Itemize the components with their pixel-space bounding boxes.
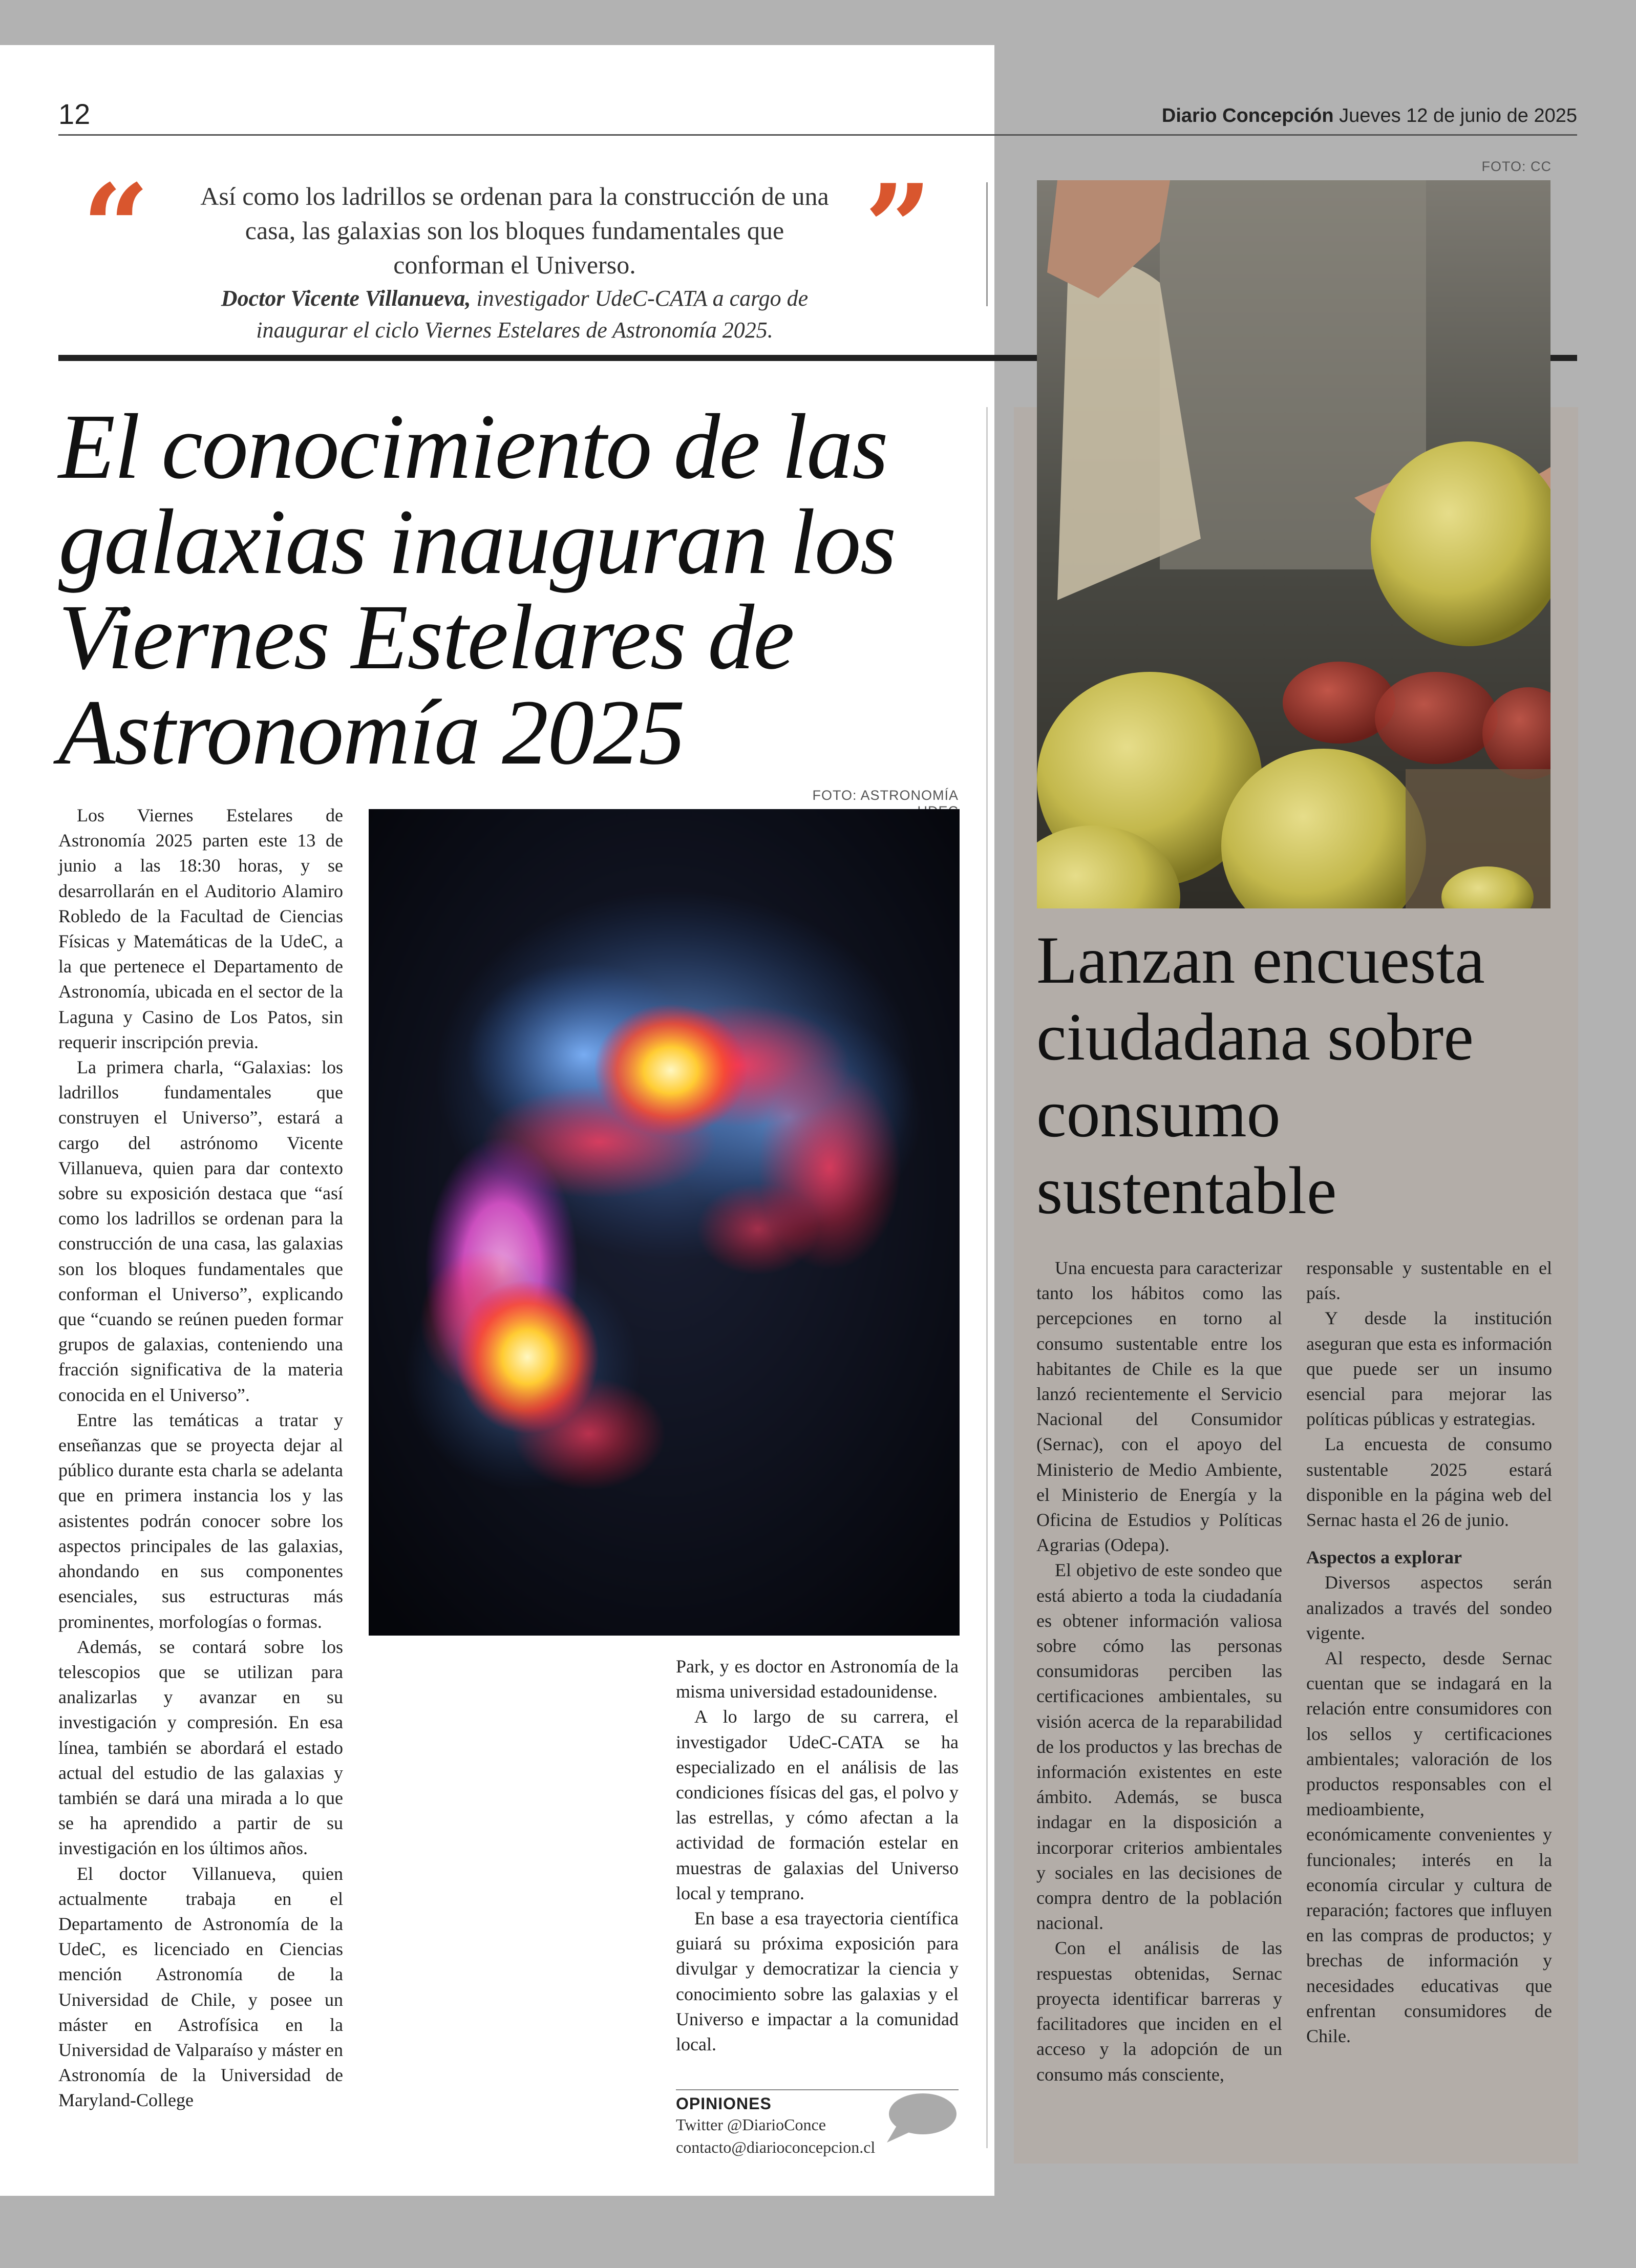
column-divider <box>986 407 988 2148</box>
sidebar-photo-credit: FOTO: CC <box>1481 159 1552 174</box>
paragraph: Al respecto, desde Sernac cuentan que se indagará en la relación entre consumidores con los sellos y certificaciones ambientales; valoración de los productos responsables con el medioambiente, económicamente convenientes y funcionales; interés en la economía circular y cultura de reparación; factores que influyen en las compras de productos; y brechas de información y necesidades educativas que enfrentan consumidores de Chile. <box>1306 1648 1552 2047</box>
sidebar-column-2 <box>1306 1256 1552 2049</box>
quote-author-name: Doctor Vicente Villanueva, <box>221 286 471 311</box>
newspaper-name: Diario Concepción <box>1161 105 1334 126</box>
subheading: Aspectos a explorar <box>1306 1547 1462 1568</box>
galaxy-image <box>369 809 960 1636</box>
close-quote-icon: ” <box>864 159 932 297</box>
article-headline: El conocimiento de las galaxias inauguran los Viernes Estelares de Astronomía 2025 <box>58 395 896 784</box>
paragraph: Entre las temáticas a tratar y enseñanzas que se proyecta dejar al público durante esta charla se adelanta que en primera instancia los y las asistentes podrán conocer sobre los aspectos principales de las galaxias, ahondando en sus componentes esenciales, sus estructuras más prominentes, morfologías o formas. <box>58 1409 343 1632</box>
page-number: 12 <box>58 98 91 130</box>
article-column-1 <box>58 803 343 2113</box>
paragraph: A lo largo de su carrera, el investigador UdeC-CATA se ha especializado en el análisis de las condiciones físicas del gas, el polvo y las estrellas, y cómo afectan a la actividad de formación estelar en muestras de galaxias del Universo local y temprano. <box>676 1706 959 1903</box>
quote-author-description: investigador UdeC-CATA a cargo de inaugurar el ciclo Viernes Estelares de Astronomía 2025. <box>256 286 809 343</box>
apples-photo <box>1037 180 1550 908</box>
speech-bubble-icon <box>882 2089 959 2146</box>
sidebar-headline: Lanzan encuesta ciudadana sobre consumo sustentable <box>1036 922 1485 1228</box>
pull-quote-author <box>189 283 840 346</box>
paragraph: Con el análisis de las respuestas obtenidas, Sernac proyecta identificar barreras y facilitadores que inciden en el acceso y la adopción de un consumo más consciente, <box>1036 1938 1282 2085</box>
paragraph: En base a esa trayectoria científica guiará su próxima exposición para divulgar y democratizar la ciencia y conocimiento sobre las galaxias y el Universo e impactar a la comunidad local. <box>676 1908 959 2055</box>
sidebar-column-1 <box>1036 1256 1282 2087</box>
paragraph: responsable y sustentable en el país. <box>1306 1258 1552 1304</box>
masthead <box>1075 105 1577 127</box>
paragraph: La primera charla, “Galaxias: los ladrillos fundamentales que construyen el Universo”, estará a cargo del astrónomo Vicente Villanueva, quien para dar contexto sobre su exposición destaca que “así como los ladrillos se ordenan para la construcción de una casa, las galaxias son los bloques fundamentales que conforman el Universo”, explicando que “cuando se reúnen pueden formar grupos de galaxias, conteniendo una fracción significativa de la materia conocida en el Universo”. <box>58 1057 343 1405</box>
paragraph: Diversos aspectos serán analizados a través del sondeo vigente. <box>1306 1572 1552 1643</box>
quote-divider <box>986 182 988 306</box>
article-column-2 <box>676 1654 959 2057</box>
paragraph: Además, se contará sobre los telescopios que se utilizan para analizarlas y avanzar en su investigación y compresión. En esa línea, también se abordará el estado actual del estudio de las galaxias y también se dará una mirada a lo que se ha aprendido a partir de su investigación en los últimos años. <box>58 1636 343 1859</box>
paragraph: Una encuesta para caracterizar tanto los hábitos como las percepciones en torno al consumo sustentable entre los habitantes de Chile es la que lanzó recientemente el Servicio Nacional del Consumidor (Sernac), con el apoyo del Ministerio de Medio Ambiente, el Ministerio de Energía y la Oficina de Estudios y Políticas Agrarias (Odepa). <box>1036 1258 1282 1556</box>
paragraph: Los Viernes Estelares de Astronomía 2025 parten este 13 de junio a las 18:30 horas, y se desarrollarán en el Auditorio Alamiro Robledo de la Facultad de Ciencias Físicas y Matemáticas de la UdeC, a la que pertenece el Departamento de Astronomía, ubicada en el sector de la Laguna y Casino de Los Patos, sin requerir inscripción previa. <box>58 805 343 1052</box>
issue-date: Jueves 12 de junio de 2025 <box>1339 105 1577 126</box>
paragraph: Y desde la institución aseguran que esta es información que puede ser un insumo esencial para mejorar las políticas públicas y estrategias. <box>1306 1308 1552 1430</box>
twitter-handle[interactable]: Twitter @DiarioConce <box>676 2115 826 2134</box>
header-rule <box>58 134 1577 136</box>
contact-email[interactable]: contacto@diarioconcepcion.cl <box>676 2138 876 2156</box>
paragraph: La encuesta de consumo sustentable 2025 estará disponible en la página web del Sernac hasta el 26 de junio. <box>1306 1434 1552 1531</box>
paragraph: Park, y es doctor en Astronomía de la misma universidad estadounidense. <box>676 1656 959 1702</box>
paragraph: El objetivo de este sondeo que está abierto a toda la ciudadanía es obtener información valiosa sobre cómo las personas consumidoras perciben las certificaciones ambientales, su visión acerca de la reparabilidad de los productos y las brechas de información existentes en este ámbito. Además, se busca indagar en la disposición a incorporar criterios ambientales y sociales en las decisiones de compra dentro de la población nacional. <box>1036 1560 1282 1934</box>
open-quote-icon: “ <box>82 159 150 297</box>
paragraph: El doctor Villanueva, quien actualmente trabaja en el Departamento de Astronomía de la UdeC, es licenciado en Ciencias mención Astronomía de la Universidad de Chile, y posee un máster en Astrofísica en la Universidad de Valparaíso y máster en Astronomía de la Universidad de Maryland-College <box>58 1863 343 2111</box>
pull-quote: Así como los ladrillos se ordenan para la construcción de una casa, las galaxias son los bloques fundamentales que conforman el Universo. <box>200 182 829 279</box>
photo-credit: FOTO: ASTRONOMÍA <box>812 788 959 803</box>
opinions-title: OPINIONES <box>676 2094 772 2113</box>
